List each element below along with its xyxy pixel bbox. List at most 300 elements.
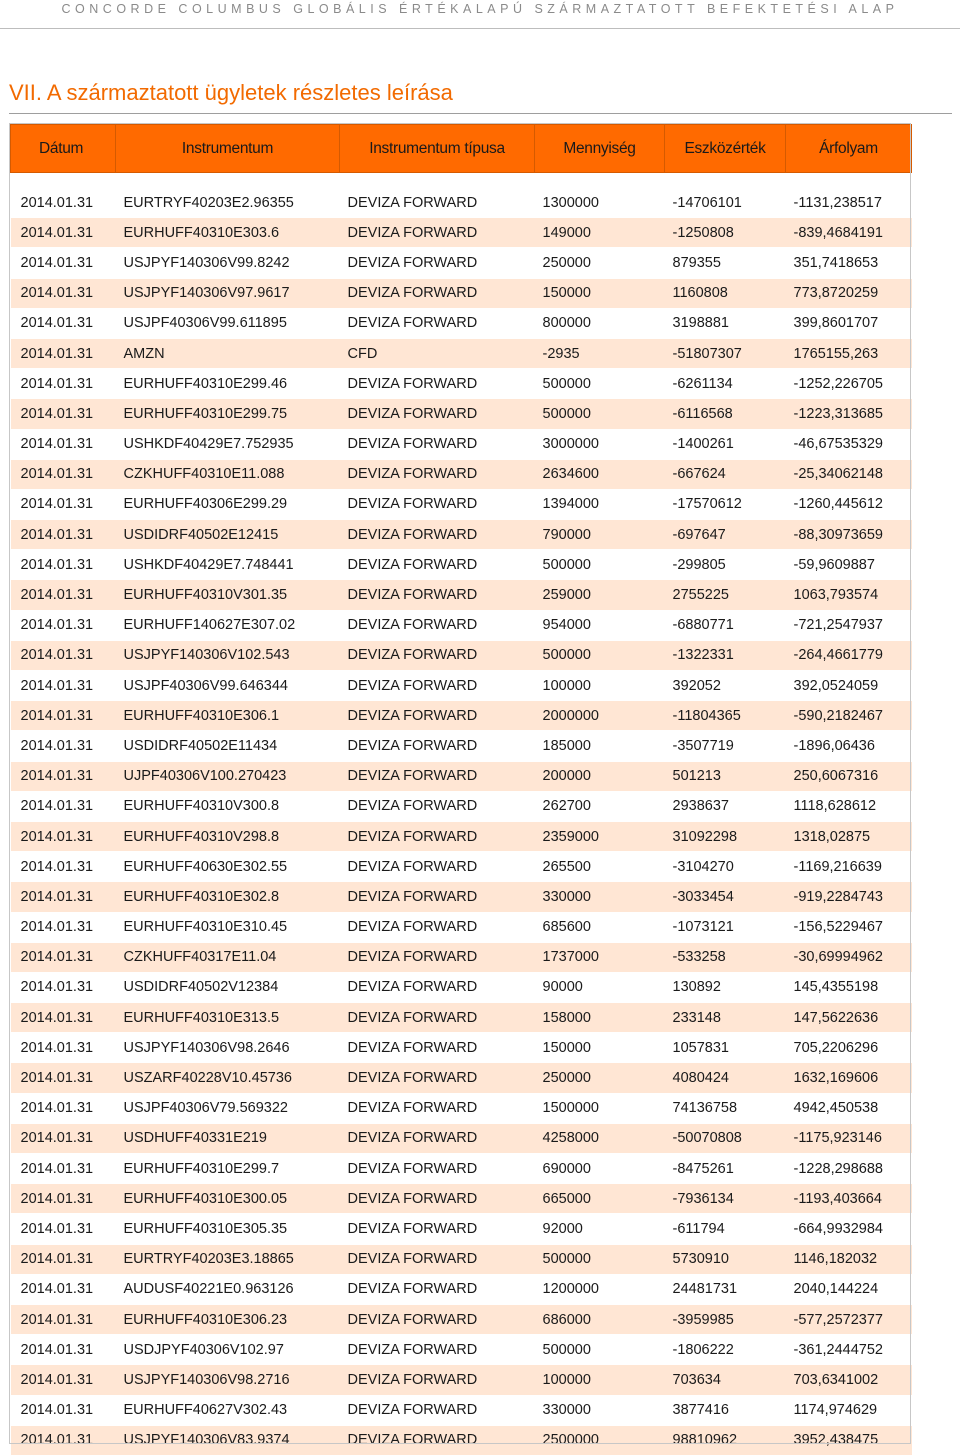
cell-instrument: EURHUFF40630E302.55 (116, 852, 340, 882)
table-row (11, 218, 912, 248)
table-row (11, 1425, 912, 1455)
cell-asset-value: 233148 (665, 1003, 786, 1033)
cell-asset-value: 501213 (665, 761, 786, 791)
cell-asset-value: -1322331 (665, 640, 786, 670)
table-row (11, 248, 912, 278)
cell-instrument: USJPF40306V79.569322 (116, 1093, 340, 1123)
running-header: CONCORDE COLUMBUS GLOBÁLIS ÉRTÉKALAPÚ SZÁRMAZTATOTT BEFEKTETÉSI ALAP (61, 2, 899, 16)
cell-date: 2014.01.31 (11, 1154, 116, 1184)
cell-rate: -1131,238517 (786, 188, 912, 218)
cell-instrument: EURHUFF40310E313.5 (116, 1003, 340, 1033)
cell-quantity: 158000 (535, 1003, 665, 1033)
column-header-asset-value: Eszközérték (665, 125, 786, 173)
cell-quantity: 2000000 (535, 701, 665, 731)
cell-instrument-type: DEVIZA FORWARD (340, 1425, 535, 1455)
cell-asset-value: -3104270 (665, 852, 786, 882)
cell-rate: 399,8601707 (786, 308, 912, 338)
cell-rate: -919,2284743 (786, 882, 912, 912)
cell-instrument-type: DEVIZA FORWARD (340, 218, 535, 248)
cell-instrument: CZKHUFF40310E11.088 (116, 459, 340, 489)
cell-rate: -590,2182467 (786, 701, 912, 731)
cell-instrument-type: DEVIZA FORWARD (340, 1003, 535, 1033)
cell-rate: 703,6341002 (786, 1365, 912, 1395)
cell-instrument: EURHUFF40310E299.46 (116, 369, 340, 399)
cell-rate: -88,30973659 (786, 520, 912, 550)
cell-asset-value: 392052 (665, 671, 786, 701)
cell-rate: -361,2444752 (786, 1335, 912, 1365)
table-row (11, 489, 912, 519)
cell-instrument: EURHUFF40310E310.45 (116, 912, 340, 942)
cell-instrument-type: DEVIZA FORWARD (340, 1033, 535, 1063)
cell-quantity: 150000 (535, 1033, 665, 1063)
cell-date: 2014.01.31 (11, 1244, 116, 1274)
cell-rate: 773,8720259 (786, 278, 912, 308)
cell-asset-value: 1057831 (665, 1033, 786, 1063)
cell-instrument: EURHUFF40627V302.43 (116, 1395, 340, 1425)
cell-instrument: USJPYF140306V83.9374 (116, 1425, 340, 1455)
column-header-instrument: Instrumentum (116, 125, 340, 173)
cell-instrument: USJPYF140306V98.2716 (116, 1365, 340, 1395)
cell-date: 2014.01.31 (11, 882, 116, 912)
cell-quantity: 2359000 (535, 821, 665, 851)
cell-rate: 1632,169606 (786, 1063, 912, 1093)
cell-quantity: 1394000 (535, 489, 665, 519)
table-row (11, 1214, 912, 1244)
cell-asset-value: -6261134 (665, 369, 786, 399)
table-row (11, 188, 912, 218)
cell-instrument-type: DEVIZA FORWARD (340, 429, 535, 459)
cell-asset-value: -611794 (665, 1214, 786, 1244)
cell-rate: -30,69994962 (786, 942, 912, 972)
cell-date: 2014.01.31 (11, 1123, 116, 1153)
cell-date: 2014.01.31 (11, 1063, 116, 1093)
cell-date: 2014.01.31 (11, 912, 116, 942)
cell-instrument-type: DEVIZA FORWARD (340, 640, 535, 670)
table-row (11, 852, 912, 882)
cell-quantity: 1737000 (535, 942, 665, 972)
table-row (11, 1154, 912, 1184)
cell-quantity: 250000 (535, 1063, 665, 1093)
cell-instrument: USDIDRF40502V12384 (116, 972, 340, 1002)
cell-asset-value: 31092298 (665, 821, 786, 851)
cell-asset-value: -1400261 (665, 429, 786, 459)
cell-asset-value: -3507719 (665, 731, 786, 761)
column-header-date: Dátum (11, 125, 116, 173)
cell-date: 2014.01.31 (11, 248, 116, 278)
cell-quantity: 100000 (535, 671, 665, 701)
cell-rate: 1318,02875 (786, 821, 912, 851)
cell-quantity: 330000 (535, 882, 665, 912)
cell-rate: -577,2572377 (786, 1304, 912, 1334)
table-row (11, 701, 912, 731)
table-row (11, 1063, 912, 1093)
cell-date: 2014.01.31 (11, 218, 116, 248)
cell-rate: -664,9932984 (786, 1214, 912, 1244)
cell-instrument: EURTRYF40203E2.96355 (116, 188, 340, 218)
cell-instrument: EURHUFF40310E300.05 (116, 1184, 340, 1214)
table-row (11, 671, 912, 701)
cell-instrument-type: DEVIZA FORWARD (340, 821, 535, 851)
table-row (11, 1365, 912, 1395)
cell-instrument: EURHUFF40310E306.23 (116, 1304, 340, 1334)
cell-rate: 145,4355198 (786, 972, 912, 1002)
cell-instrument: USDJPYF40306V102.97 (116, 1335, 340, 1365)
cell-date: 2014.01.31 (11, 640, 116, 670)
cell-rate: 3952,438475 (786, 1425, 912, 1455)
cell-instrument: EURTRYF40203E3.18865 (116, 1244, 340, 1274)
cell-date: 2014.01.31 (11, 188, 116, 218)
cell-asset-value: 3877416 (665, 1395, 786, 1425)
cell-asset-value: 2755225 (665, 580, 786, 610)
cell-instrument-type: DEVIZA FORWARD (340, 1154, 535, 1184)
cell-rate: -156,5229467 (786, 912, 912, 942)
cell-rate: -721,2547937 (786, 610, 912, 640)
cell-rate: 392,0524059 (786, 671, 912, 701)
cell-date: 2014.01.31 (11, 671, 116, 701)
cell-rate: -839,4684191 (786, 218, 912, 248)
cell-date: 2014.01.31 (11, 1304, 116, 1334)
table-row (11, 1335, 912, 1365)
cell-instrument-type: DEVIZA FORWARD (340, 942, 535, 972)
cell-date: 2014.01.31 (11, 610, 116, 640)
cell-instrument-type: DEVIZA FORWARD (340, 1063, 535, 1093)
cell-rate: 1174,974629 (786, 1395, 912, 1425)
table-row (11, 1184, 912, 1214)
cell-quantity: 3000000 (535, 429, 665, 459)
table-row (11, 821, 912, 851)
cell-instrument-type: DEVIZA FORWARD (340, 731, 535, 761)
cell-rate: -1223,313685 (786, 399, 912, 429)
cell-rate: 4942,450538 (786, 1093, 912, 1123)
cell-quantity: 200000 (535, 761, 665, 791)
cell-instrument: USJPYF140306V97.9617 (116, 278, 340, 308)
cell-date: 2014.01.31 (11, 399, 116, 429)
cell-instrument-type: DEVIZA FORWARD (340, 1274, 535, 1304)
cell-asset-value: -6880771 (665, 610, 786, 640)
cell-instrument-type: DEVIZA FORWARD (340, 1304, 535, 1334)
cell-instrument-type: DEVIZA FORWARD (340, 580, 535, 610)
cell-quantity: 500000 (535, 1244, 665, 1274)
cell-instrument-type: DEVIZA FORWARD (340, 399, 535, 429)
cell-date: 2014.01.31 (11, 731, 116, 761)
table-header-row (11, 125, 912, 173)
cell-instrument: EURHUFF40310E299.7 (116, 1154, 340, 1184)
cell-asset-value: -299805 (665, 550, 786, 580)
table-row (11, 1244, 912, 1274)
cell-asset-value: 130892 (665, 972, 786, 1002)
cell-quantity: 2500000 (535, 1425, 665, 1455)
cell-quantity: -2935 (535, 338, 665, 368)
cell-instrument: USJPYF140306V102.543 (116, 640, 340, 670)
cell-rate: -59,9609887 (786, 550, 912, 580)
table-row (11, 580, 912, 610)
cell-asset-value: -7936134 (665, 1184, 786, 1214)
cell-rate: 147,5622636 (786, 1003, 912, 1033)
cell-instrument-type: DEVIZA FORWARD (340, 1093, 535, 1123)
cell-quantity: 800000 (535, 308, 665, 338)
cell-asset-value: -51807307 (665, 338, 786, 368)
table-row (11, 1274, 912, 1304)
header-divider (0, 28, 960, 29)
cell-date: 2014.01.31 (11, 489, 116, 519)
cell-instrument: EURHUFF40306E299.29 (116, 489, 340, 519)
cell-date: 2014.01.31 (11, 278, 116, 308)
cell-rate: 705,2206296 (786, 1033, 912, 1063)
cell-quantity: 262700 (535, 791, 665, 821)
cell-quantity: 90000 (535, 972, 665, 1002)
cell-date: 2014.01.31 (11, 1395, 116, 1425)
cell-instrument: EURHUFF40310E306.1 (116, 701, 340, 731)
table-row (11, 1304, 912, 1334)
cell-asset-value: 879355 (665, 248, 786, 278)
cell-instrument: EURHUFF40310V301.35 (116, 580, 340, 610)
cell-quantity: 149000 (535, 218, 665, 248)
cell-instrument-type: DEVIZA FORWARD (340, 1395, 535, 1425)
cell-instrument-type: DEVIZA FORWARD (340, 308, 535, 338)
cell-instrument-type: DEVIZA FORWARD (340, 550, 535, 580)
cell-rate: -46,67535329 (786, 429, 912, 459)
cell-quantity: 954000 (535, 610, 665, 640)
cell-date: 2014.01.31 (11, 429, 116, 459)
cell-asset-value: -17570612 (665, 489, 786, 519)
cell-date: 2014.01.31 (11, 701, 116, 731)
cell-asset-value: -1250808 (665, 218, 786, 248)
cell-date: 2014.01.31 (11, 580, 116, 610)
cell-instrument: EURHUFF40310E303.6 (116, 218, 340, 248)
cell-instrument-type: DEVIZA FORWARD (340, 912, 535, 942)
cell-instrument: USZARF40228V10.45736 (116, 1063, 340, 1093)
cell-instrument: EURHUFF40310E299.75 (116, 399, 340, 429)
cell-rate: 1118,628612 (786, 791, 912, 821)
cell-date: 2014.01.31 (11, 520, 116, 550)
cell-instrument-type: DEVIZA FORWARD (340, 610, 535, 640)
cell-date: 2014.01.31 (11, 821, 116, 851)
cell-quantity: 185000 (535, 731, 665, 761)
cell-instrument-type: DEVIZA FORWARD (340, 1184, 535, 1214)
cell-asset-value: -667624 (665, 459, 786, 489)
cell-date: 2014.01.31 (11, 1003, 116, 1033)
cell-asset-value: -697647 (665, 520, 786, 550)
cell-asset-value: -3033454 (665, 882, 786, 912)
cell-quantity: 330000 (535, 1395, 665, 1425)
cell-date: 2014.01.31 (11, 1335, 116, 1365)
cell-instrument: USDIDRF40502E12415 (116, 520, 340, 550)
cell-rate: -1896,06436 (786, 731, 912, 761)
cell-instrument: EURHUFF40310V300.8 (116, 791, 340, 821)
cell-rate: -1193,403664 (786, 1184, 912, 1214)
table-row (11, 1003, 912, 1033)
cell-asset-value: 98810962 (665, 1425, 786, 1455)
cell-date: 2014.01.31 (11, 1184, 116, 1214)
cell-quantity: 500000 (535, 640, 665, 670)
table-row (11, 610, 912, 640)
cell-date: 2014.01.31 (11, 1425, 116, 1455)
cell-quantity: 265500 (535, 852, 665, 882)
title-divider (9, 113, 952, 114)
cell-quantity: 1300000 (535, 188, 665, 218)
column-header-quantity: Mennyiség (535, 125, 665, 173)
cell-instrument-type: DEVIZA FORWARD (340, 671, 535, 701)
cell-quantity: 92000 (535, 1214, 665, 1244)
cell-date: 2014.01.31 (11, 761, 116, 791)
cell-instrument: USJPF40306V99.646344 (116, 671, 340, 701)
cell-quantity: 500000 (535, 1335, 665, 1365)
cell-asset-value: -533258 (665, 942, 786, 972)
cell-quantity: 1200000 (535, 1274, 665, 1304)
cell-instrument: USHKDF40429E7.752935 (116, 429, 340, 459)
cell-rate: 1063,793574 (786, 580, 912, 610)
cell-rate: -1175,923146 (786, 1123, 912, 1153)
cell-instrument-type: DEVIZA FORWARD (340, 459, 535, 489)
cell-quantity: 250000 (535, 248, 665, 278)
cell-quantity: 690000 (535, 1154, 665, 1184)
cell-instrument-type: DEVIZA FORWARD (340, 188, 535, 218)
cell-asset-value: 74136758 (665, 1093, 786, 1123)
table-row (11, 369, 912, 399)
table-row (11, 791, 912, 821)
table-row (11, 520, 912, 550)
cell-instrument: USDHUFF40331E219 (116, 1123, 340, 1153)
cell-rate: 351,7418653 (786, 248, 912, 278)
table-row (11, 429, 912, 459)
cell-date: 2014.01.31 (11, 1274, 116, 1304)
cell-asset-value: 703634 (665, 1365, 786, 1395)
cell-date: 2014.01.31 (11, 791, 116, 821)
cell-instrument-type: DEVIZA FORWARD (340, 1365, 535, 1395)
table-row (11, 459, 912, 489)
table-row (11, 640, 912, 670)
cell-quantity: 500000 (535, 550, 665, 580)
table-row (11, 912, 912, 942)
cell-date: 2014.01.31 (11, 1365, 116, 1395)
cell-instrument: EURHUFF40310E305.35 (116, 1214, 340, 1244)
cell-rate: 2040,144224 (786, 1274, 912, 1304)
cell-quantity: 500000 (535, 369, 665, 399)
cell-rate: -1260,445612 (786, 489, 912, 519)
cell-date: 2014.01.31 (11, 1093, 116, 1123)
cell-instrument-type: DEVIZA FORWARD (340, 369, 535, 399)
cell-asset-value: -1806222 (665, 1335, 786, 1365)
cell-date: 2014.01.31 (11, 942, 116, 972)
cell-instrument-type: DEVIZA FORWARD (340, 852, 535, 882)
table-row (11, 1123, 912, 1153)
cell-rate: -1228,298688 (786, 1154, 912, 1184)
cell-quantity: 100000 (535, 1365, 665, 1395)
table-row (11, 278, 912, 308)
cell-instrument-type: DEVIZA FORWARD (340, 1335, 535, 1365)
cell-asset-value: 5730910 (665, 1244, 786, 1274)
cell-rate: 1146,182032 (786, 1244, 912, 1274)
cell-asset-value: 2938637 (665, 791, 786, 821)
cell-asset-value: -1073121 (665, 912, 786, 942)
cell-instrument: USHKDF40429E7.748441 (116, 550, 340, 580)
table-row (11, 308, 912, 338)
cell-instrument-type: DEVIZA FORWARD (340, 278, 535, 308)
cell-date: 2014.01.31 (11, 550, 116, 580)
cell-date: 2014.01.31 (11, 459, 116, 489)
cell-asset-value: 4080424 (665, 1063, 786, 1093)
cell-instrument: EURHUFF40310E302.8 (116, 882, 340, 912)
cell-instrument-type: DEVIZA FORWARD (340, 701, 535, 731)
table-row (11, 550, 912, 580)
table-row (11, 731, 912, 761)
cell-instrument-type: DEVIZA FORWARD (340, 882, 535, 912)
table-row (11, 761, 912, 791)
cell-instrument-type: DEVIZA FORWARD (340, 520, 535, 550)
cell-instrument-type: DEVIZA FORWARD (340, 791, 535, 821)
cell-asset-value: -11804365 (665, 701, 786, 731)
table-row (11, 882, 912, 912)
cell-instrument-type: CFD (340, 338, 535, 368)
cell-instrument: USJPF40306V99.611895 (116, 308, 340, 338)
cell-asset-value: 1160808 (665, 278, 786, 308)
cell-rate: -25,34062148 (786, 459, 912, 489)
cell-date: 2014.01.31 (11, 338, 116, 368)
cell-quantity: 4258000 (535, 1123, 665, 1153)
cell-quantity: 259000 (535, 580, 665, 610)
cell-instrument-type: DEVIZA FORWARD (340, 972, 535, 1002)
cell-instrument: USDIDRF40502E11434 (116, 731, 340, 761)
derivatives-table (10, 124, 912, 1456)
cell-instrument: CZKHUFF40317E11.04 (116, 942, 340, 972)
cell-instrument-type: DEVIZA FORWARD (340, 248, 535, 278)
section-title: VII. A származtatott ügyletek részletes leírása (9, 80, 453, 105)
cell-date: 2014.01.31 (11, 972, 116, 1002)
cell-instrument: AMZN (116, 338, 340, 368)
cell-quantity: 1500000 (535, 1093, 665, 1123)
cell-asset-value: 3198881 (665, 308, 786, 338)
cell-instrument-type: DEVIZA FORWARD (340, 1123, 535, 1153)
cell-asset-value: -8475261 (665, 1154, 786, 1184)
cell-instrument: USJPYF140306V98.2646 (116, 1033, 340, 1063)
cell-instrument-type: DEVIZA FORWARD (340, 1214, 535, 1244)
table-row (11, 1093, 912, 1123)
cell-date: 2014.01.31 (11, 852, 116, 882)
cell-asset-value: -3959985 (665, 1304, 786, 1334)
cell-asset-value: -6116568 (665, 399, 786, 429)
cell-rate: 250,6067316 (786, 761, 912, 791)
cell-rate: -1169,216639 (786, 852, 912, 882)
table-body (11, 173, 912, 1456)
table-row (11, 972, 912, 1002)
cell-quantity: 790000 (535, 520, 665, 550)
table-row (11, 338, 912, 368)
cell-quantity: 150000 (535, 278, 665, 308)
column-header-instrument-type: Instrumentum típusa (340, 125, 535, 173)
cell-date: 2014.01.31 (11, 1214, 116, 1244)
table-row (11, 399, 912, 429)
cell-quantity: 2634600 (535, 459, 665, 489)
column-header-rate: Árfolyam (786, 125, 912, 173)
table-spacer-row (11, 173, 912, 188)
cell-asset-value: -50070808 (665, 1123, 786, 1153)
cell-instrument: AUDUSF40221E0.963126 (116, 1274, 340, 1304)
cell-quantity: 686000 (535, 1304, 665, 1334)
cell-instrument: UJPF40306V100.270423 (116, 761, 340, 791)
cell-date: 2014.01.31 (11, 369, 116, 399)
table-row (11, 1033, 912, 1063)
cell-date: 2014.01.31 (11, 308, 116, 338)
cell-instrument: USJPYF140306V99.8242 (116, 248, 340, 278)
cell-rate: -1252,226705 (786, 369, 912, 399)
cell-date: 2014.01.31 (11, 1033, 116, 1063)
table-row (11, 942, 912, 972)
cell-quantity: 685600 (535, 912, 665, 942)
cell-instrument-type: DEVIZA FORWARD (340, 489, 535, 519)
cell-instrument: EURHUFF40310V298.8 (116, 821, 340, 851)
cell-rate: -264,4661779 (786, 640, 912, 670)
cell-instrument-type: DEVIZA FORWARD (340, 1244, 535, 1274)
